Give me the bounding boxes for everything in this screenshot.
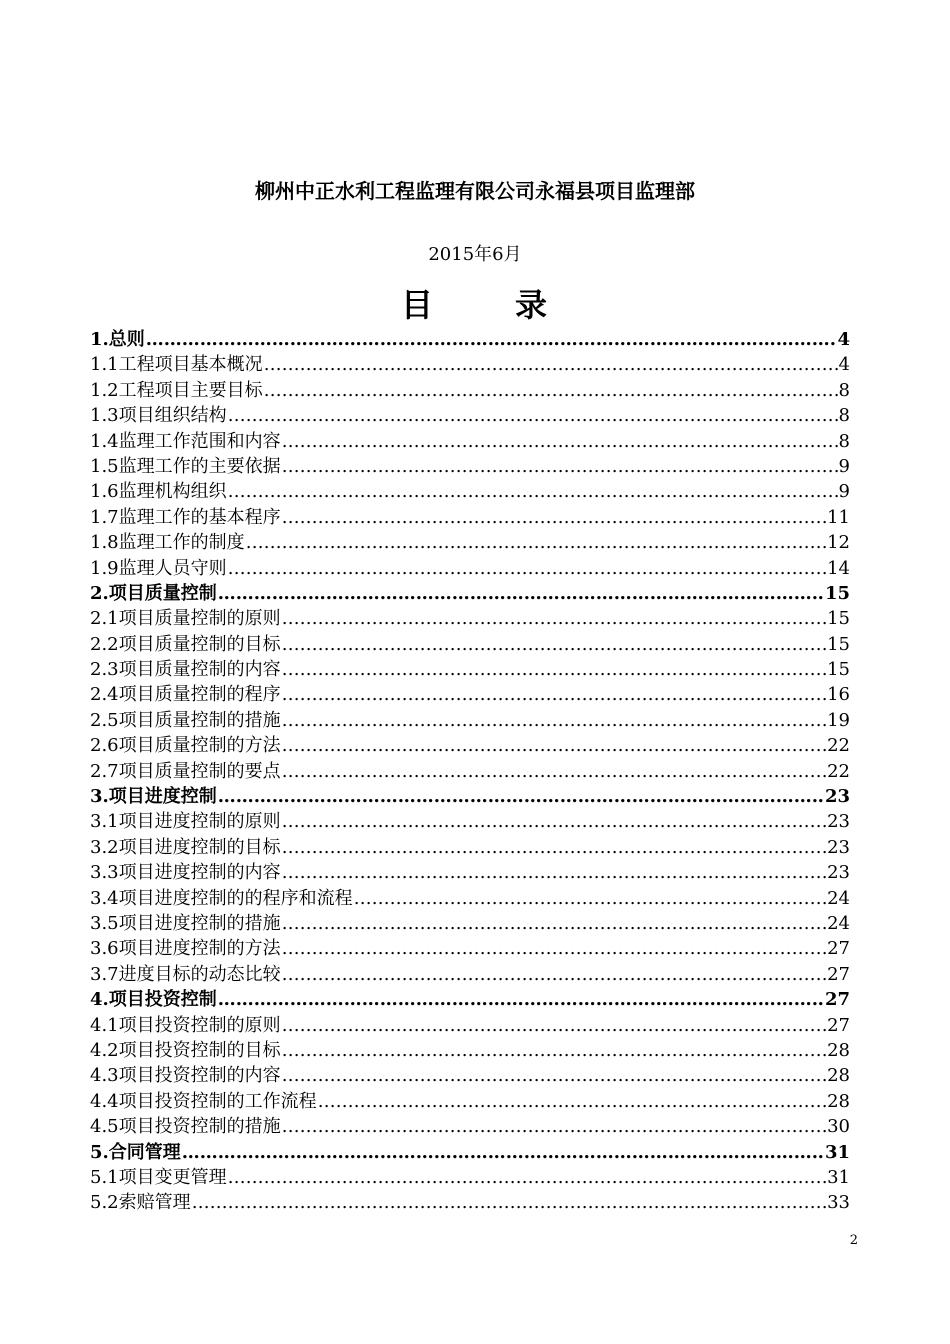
toc-entry-label: 2.4项目质量控制的程序 [90, 684, 281, 706]
toc-entry-page: 30 [827, 1116, 850, 1138]
toc-entry-page: 19 [827, 709, 850, 731]
toc-dot-leader [282, 505, 826, 530]
toc-entry[interactable] [90, 1140, 850, 1165]
toc-entry-page: 28 [827, 1039, 850, 1061]
toc-entry-label: 5.2索赔管理 [90, 1192, 191, 1214]
toc-entry-page: 31 [827, 1166, 850, 1188]
toc-entry[interactable] [90, 1190, 850, 1215]
toc-entry[interactable] [90, 530, 850, 555]
toc-dot-leader [192, 1190, 826, 1215]
toc-title-left: 目 [400, 286, 435, 324]
toc-entry-page: 27 [827, 963, 850, 985]
toc-entry-page: 15 [827, 633, 850, 655]
toc-entry[interactable] [90, 682, 850, 707]
toc-entry-page: 14 [827, 557, 850, 579]
toc-dot-leader [282, 962, 826, 987]
toc-entry[interactable] [90, 632, 850, 657]
toc-entry-label: 1.2工程项目主要目标 [90, 379, 263, 401]
toc-entry-label: 4.项目投资控制 [90, 989, 217, 1011]
toc-entry[interactable] [90, 962, 850, 987]
toc-dot-leader [228, 556, 826, 581]
toc-entry-label: 2.6项目质量控制的方法 [90, 735, 281, 757]
toc-entry-label: 4.5项目投资控制的措施 [90, 1116, 281, 1138]
toc-dot-leader [218, 581, 824, 606]
toc-entry[interactable] [90, 1063, 850, 1088]
document-date: 2015年6月 [428, 244, 522, 265]
toc-dot-leader [282, 1063, 826, 1088]
toc-dot-leader [228, 403, 838, 428]
toc-dot-leader [218, 784, 824, 809]
toc-entry[interactable] [90, 936, 850, 961]
organization-heading: 柳州中正水利工程监理有限公司永福县项目监理部 [255, 179, 695, 203]
toc-entry-label: 3.4项目进度控制的的程序和流程 [90, 887, 353, 909]
toc-dot-leader [282, 682, 826, 707]
toc-entry-label: 3.5项目进度控制的措施 [90, 912, 281, 934]
toc-entry-label: 1.总则 [90, 329, 145, 350]
toc-entry-label: 1.4监理工作范围和内容 [90, 430, 281, 452]
toc-entry-label: 3.2项目进度控制的目标 [90, 836, 281, 858]
toc-entry[interactable] [90, 606, 850, 631]
page-number: 2 [849, 1233, 858, 1248]
toc-entry-label: 2.3项目质量控制的内容 [90, 659, 281, 681]
toc-entry[interactable] [90, 454, 850, 479]
toc-entry[interactable] [90, 759, 850, 784]
toc-entry-label: 4.4项目投资控制的工作流程 [90, 1090, 317, 1112]
toc-dot-leader [264, 378, 838, 403]
toc-entry-label: 2.5项目质量控制的措施 [90, 709, 281, 731]
toc-dot-leader [282, 632, 826, 657]
toc-entry-page: 22 [827, 735, 850, 757]
toc-entry-page: 8 [838, 379, 850, 401]
toc-entry[interactable] [90, 403, 850, 428]
toc-dot-leader [246, 530, 826, 555]
toc-entry-page: 22 [827, 760, 850, 782]
toc-entry-page: 4 [837, 329, 850, 350]
toc-entry-label: 1.6监理机构组织 [90, 481, 227, 503]
toc-entry-page: 24 [827, 912, 850, 934]
toc-dot-leader [218, 987, 824, 1012]
toc-dot-leader [282, 1038, 826, 1063]
toc-dot-leader [282, 911, 826, 936]
toc-entry-label: 1.9监理人员守则 [90, 557, 227, 579]
toc-entry-page: 9 [838, 481, 850, 503]
toc-entry[interactable] [90, 886, 850, 911]
toc-entry-page: 8 [838, 405, 850, 427]
toc-entry[interactable] [90, 581, 850, 606]
toc-entry[interactable] [90, 1114, 850, 1139]
toc-dot-leader [282, 809, 826, 834]
toc-entry[interactable] [90, 784, 850, 809]
toc-entry-page: 31 [824, 1141, 850, 1163]
toc-entry-page: 28 [827, 1090, 850, 1112]
toc-dot-leader [282, 860, 826, 885]
toc-entry[interactable] [90, 429, 850, 454]
toc-entry-page: 8 [838, 430, 850, 452]
toc-entry[interactable] [90, 505, 850, 530]
toc-entry[interactable] [90, 1089, 850, 1114]
toc-dot-leader [282, 936, 826, 961]
toc-dot-leader [282, 657, 826, 682]
toc-entry-label: 5.1项目变更管理 [90, 1166, 227, 1188]
toc-entry-label: 3.1项目进度控制的原则 [90, 811, 281, 833]
toc-entry-page: 15 [824, 582, 850, 604]
toc-entry-page: 12 [827, 532, 850, 554]
toc-entry-page: 33 [827, 1192, 850, 1214]
toc-dot-leader [282, 1114, 826, 1139]
toc-dot-leader [282, 708, 826, 733]
toc-entry-page: 23 [824, 786, 850, 808]
toc-entry-page: 16 [827, 684, 850, 706]
toc-dot-leader [282, 429, 838, 454]
toc-entry-page: 23 [827, 836, 850, 858]
toc-entry-page: 4 [838, 354, 850, 376]
toc-dot-leader [282, 454, 838, 479]
toc-dot-leader [264, 352, 838, 377]
toc-entry-page: 27 [824, 989, 850, 1011]
toc-entry-page: 15 [827, 608, 850, 630]
toc-entry[interactable] [90, 556, 850, 581]
toc-entry[interactable] [90, 1165, 850, 1190]
toc-entry-label: 2.1项目质量控制的原则 [90, 608, 281, 630]
toc-dot-leader [282, 733, 826, 758]
toc-entry-label: 1.1工程项目基本概况 [90, 354, 263, 376]
toc-entry-label: 1.8监理工作的制度 [90, 532, 245, 554]
toc-entry[interactable] [90, 860, 850, 885]
toc-dot-leader [146, 327, 837, 352]
toc-dot-leader [354, 886, 826, 911]
toc-dot-leader [282, 835, 826, 860]
toc-entry[interactable] [90, 657, 850, 682]
toc-entry-label: 3.3项目进度控制的内容 [90, 862, 281, 884]
toc-entry[interactable] [90, 479, 850, 504]
toc-entry-label: 3.7进度目标的动态比较 [90, 963, 281, 985]
toc-dot-leader [228, 479, 838, 504]
toc-entry[interactable] [90, 835, 850, 860]
table-of-contents [90, 327, 850, 1216]
toc-dot-leader [282, 1013, 826, 1038]
toc-entry-label: 3.6项目进度控制的方法 [90, 938, 281, 960]
toc-dot-leader [318, 1089, 826, 1114]
toc-entry[interactable] [90, 733, 850, 758]
toc-entry-label: 2.7项目质量控制的要点 [90, 760, 281, 782]
toc-entry[interactable] [90, 327, 850, 352]
toc-entry-label: 4.1项目投资控制的原则 [90, 1014, 281, 1036]
toc-entry-page: 28 [827, 1065, 850, 1087]
toc-entry-page: 23 [827, 811, 850, 833]
toc-entry[interactable] [90, 352, 850, 377]
toc-entry-page: 24 [827, 887, 850, 909]
toc-entry-label: 2.2项目质量控制的目标 [90, 633, 281, 655]
toc-entry-label: 1.5监理工作的主要依据 [90, 455, 281, 477]
toc-dot-leader [282, 759, 826, 784]
toc-entry-label: 4.3项目投资控制的内容 [90, 1065, 281, 1087]
toc-dot-leader [182, 1140, 824, 1165]
toc-entry[interactable] [90, 1013, 850, 1038]
toc-title-right: 录 [515, 286, 550, 324]
toc-dot-leader [282, 606, 826, 631]
toc-entry[interactable] [90, 987, 850, 1012]
toc-entry-label: 5.合同管理 [90, 1141, 181, 1163]
toc-entry[interactable] [90, 708, 850, 733]
toc-entry-label: 1.7监理工作的基本程序 [90, 506, 281, 528]
toc-entry-label: 3.项目进度控制 [90, 786, 217, 808]
toc-entry-label: 2.项目质量控制 [90, 582, 217, 604]
toc-entry-page: 11 [827, 506, 850, 528]
toc-entry[interactable] [90, 809, 850, 834]
toc-entry[interactable] [90, 1038, 850, 1063]
toc-entry-page: 23 [827, 862, 850, 884]
toc-entry-label: 4.2项目投资控制的目标 [90, 1039, 281, 1061]
toc-entry-page: 15 [827, 659, 850, 681]
toc-entry-page: 27 [827, 938, 850, 960]
toc-entry-label: 1.3项目组织结构 [90, 405, 227, 427]
toc-entry-page: 27 [827, 1014, 850, 1036]
toc-dot-leader [228, 1165, 826, 1190]
toc-entry[interactable] [90, 378, 850, 403]
toc-title [0, 280, 950, 326]
toc-entry[interactable] [90, 911, 850, 936]
toc-entry-page: 9 [838, 455, 850, 477]
